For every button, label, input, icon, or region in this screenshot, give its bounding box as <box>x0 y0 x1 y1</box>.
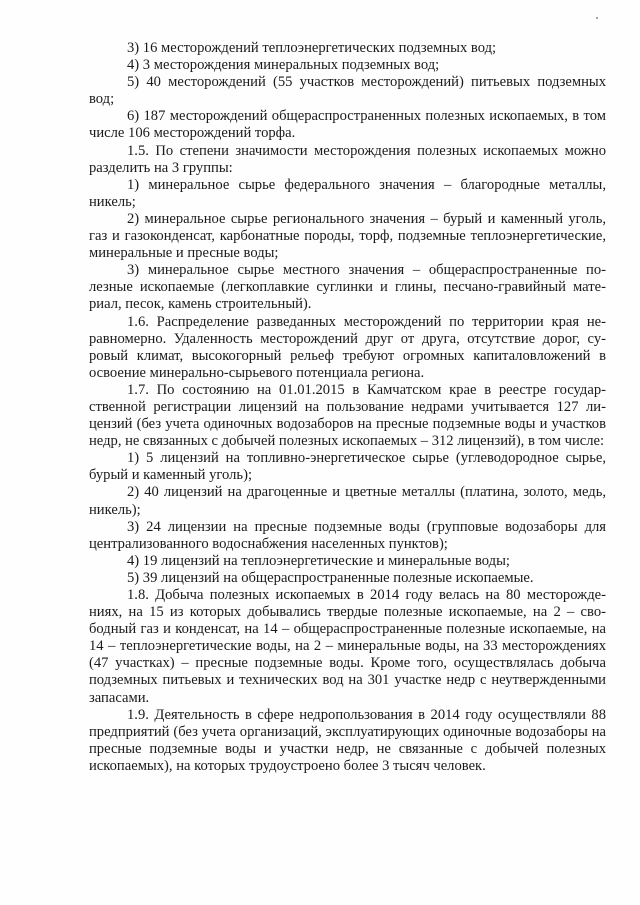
section-1-9: 1.9. Деятельность в сфере недропользования в 2014 году осуществляли 88 предприятий (без учета организаций, эксплуатирующих одиночные водозаборы на пресные подземные воды и участки недр, не связанные с добычей полезных ископаемых), на которых трудоустроено более 3 тысяч человек. <box>89 706 606 774</box>
group-1: 1) минеральное сырье федерального значения – благородные металлы, никель; <box>89 176 606 210</box>
section-1-7: 1.7. По состоянию на 01.01.2015 в Камчатском крае в реестре государственной регистрации лицензий на пользование недрами учитывается 127 лицензий (без учета одиночных водозаборов на пресные подземные воды и участков недр, не связанных с добычей полезных ископаемых – 312 лицензий), в том числе: <box>89 381 606 450</box>
section-1-6: 1.6. Распределение разведанных месторождений по территории края неравномерно. Удаленность месторождений друг от друга, отсутствие дорог, суровый климат, высокогорный рельеф требуют огромных капиталовложений в освоение минерально-сырьевого потенциала региона. <box>89 313 606 381</box>
section-1-8: 1.8. Добыча полезных ископаемых в 2014 году велась на 80 месторождениях, на 15 из которых добывались твердые полезные ископаемые, на 2 – свободный газ и конденсат, на 14 – общераспространенные полезные ископаемые, на 14 – теплоэнергетические воды, на 2 – минеральные воды, на 33 месторождениях (47 участках) – пресные подземные воды. Кроме того, осуществлялась добыча подземных питьевых и технических вод на 301 участке недр с неутвержденными запасами. <box>89 587 606 706</box>
license-item-4: 4) 19 лицензий на теплоэнергетические и минеральные воды; <box>127 552 510 569</box>
license-item-5: 5) 39 лицензий на общераспространенные полезные ископаемые. <box>127 569 534 586</box>
list-item-6: 6) 187 месторождений общераспространенных полезных ископаемых, в том числе 106 месторождений торфа. <box>89 108 606 142</box>
group-3: 3) минеральное сырье местного значения – общераспространенные полезные ископаемые (легкоплавкие суглинки и глины, песчано-гравийный материал, песок, камень строительный). <box>89 262 606 313</box>
group-2: 2) минеральное сырье регионального значения – бурый и каменный уголь, газ и газоконденсат, карбонатные породы, торф, подземные теплоэнергетические, минеральные и пресные воды; <box>89 210 606 262</box>
license-item-2: 2) 40 лицензий на драгоценные и цветные металлы (платина, золото, медь, никель); <box>89 484 606 518</box>
list-item-5: 5) 40 месторождений (55 участков месторождений) питьевых подземных вод; <box>89 74 606 108</box>
license-item-1: 1) 5 лицензий на топливно-энергетическое сырье (углеводородное сырье, бурый и каменный уголь); <box>89 450 606 484</box>
license-item-3: 3) 24 лицензии на пресные подземные воды (групповые водозаборы для централизованного водоснабжения населенных пунктов); <box>89 518 606 552</box>
scan-dot <box>596 17 598 19</box>
list-item-3: 3) 16 месторождений теплоэнергетических подземных вод; <box>127 40 497 56</box>
list-item-4: 4) 3 месторождения минеральных подземных вод; <box>127 57 440 74</box>
section-1-5: 1.5. По степени значимости месторождения полезных ископаемых можно разделить на 3 группы: <box>89 142 606 176</box>
document-body <box>89 40 606 775</box>
